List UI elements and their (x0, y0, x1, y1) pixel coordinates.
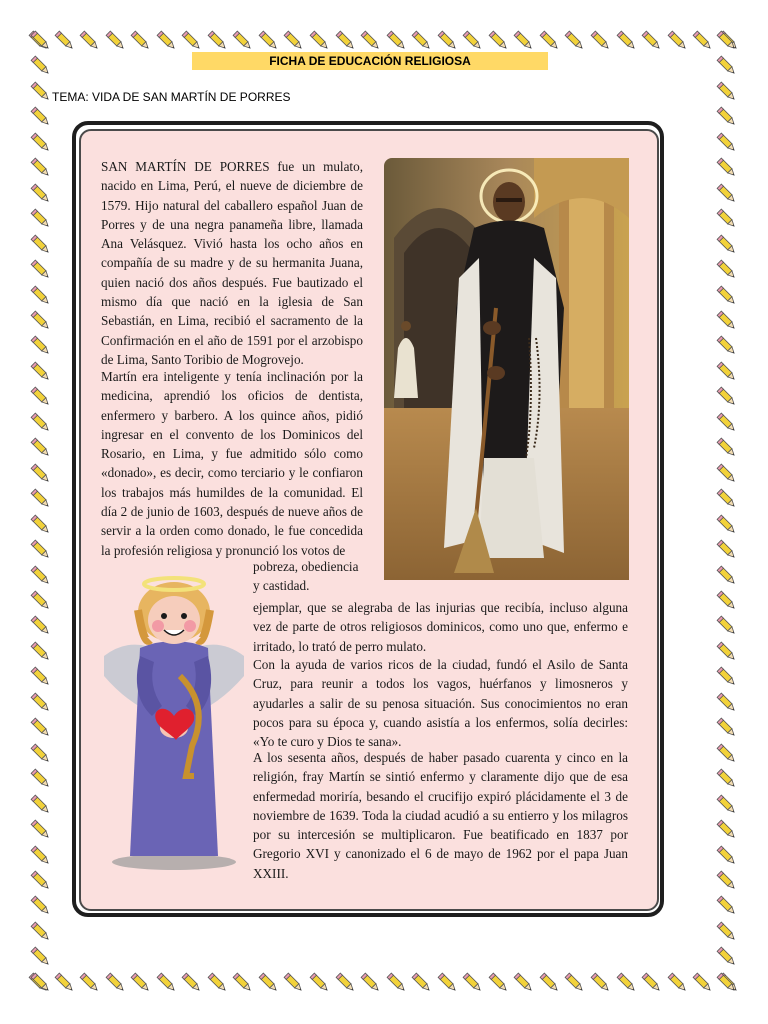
pencil-icon (716, 55, 738, 77)
pencil-icon (30, 412, 52, 434)
pencil-icon (716, 437, 738, 459)
pencil-icon (716, 768, 738, 790)
pencil-icon (411, 30, 433, 52)
pencil-icon (539, 972, 561, 994)
pencil-icon (156, 30, 178, 52)
pencil-icon (156, 972, 178, 994)
pencil-icon (30, 743, 52, 765)
pencil-icon (30, 615, 52, 637)
pencil-icon (309, 972, 331, 994)
pencil-icon (716, 335, 738, 357)
pencil-icon (283, 972, 305, 994)
pencil-icon (30, 30, 52, 52)
pencil-icon (716, 845, 738, 867)
pencil-icon (30, 921, 52, 943)
pencil-icon (716, 488, 738, 510)
pencil-icon (30, 895, 52, 917)
pencil-icon (590, 972, 612, 994)
pencil-border-bottom (28, 972, 740, 994)
saint-painting-image (384, 158, 629, 580)
pencil-icon (716, 743, 738, 765)
pencil-icon (207, 972, 229, 994)
pencil-icon (30, 488, 52, 510)
pencil-icon (716, 285, 738, 307)
pencil-icon (716, 921, 738, 943)
pencil-icon (716, 666, 738, 688)
pencil-icon (30, 463, 52, 485)
pencil-icon (716, 81, 738, 103)
pencil-icon (335, 30, 357, 52)
paragraph-humility: ejemplar, que se alegraba de las injurias que recibía, incluso alguna vez de parte de otros religiosos dominicos, como uno que, enfermo e irritado, lo trató de perro mulato. (253, 600, 628, 654)
pencil-icon (667, 972, 689, 994)
pencil-icon (716, 132, 738, 154)
pencil-icon (30, 310, 52, 332)
pencil-icon (30, 717, 52, 739)
pencil-icon (564, 30, 586, 52)
pencil-icon (716, 208, 738, 230)
pencil-icon (716, 514, 738, 536)
pencil-icon (258, 30, 280, 52)
pencil-icon (667, 30, 689, 52)
paragraph-vocation: Martín era inteligente y tenía inclinación por la medicina, aprendió los oficios de dentista, enfermero y barbero. A los quince años, pidió ingresar en el convento de los Dominicos del Rosario, en Lima, y fue admitido sólo como «donado», es decir, como terciario y le confiaron los trabajos más humildes de la comunidad. El día 2 de junio de 1603, después de nueve años de servir a la orden como donado, le fue concedida la profesión religiosa y pronunció los votos de (101, 369, 363, 558)
pencil-icon (30, 870, 52, 892)
pencil-icon (130, 972, 152, 994)
pencil-icon (360, 30, 382, 52)
pencil-icon (716, 412, 738, 434)
worksheet-topic: TEMA: VIDA DE SAN MARTÍN DE PORRES (52, 90, 291, 104)
pencil-icon (30, 819, 52, 841)
worksheet-title: FICHA DE EDUCACIÓN RELIGIOSA (192, 52, 548, 70)
pencil-icon (716, 157, 738, 179)
pencil-icon (30, 972, 52, 994)
pencil-icon (258, 972, 280, 994)
pencil-icon (30, 641, 52, 663)
pencil-icon (488, 972, 510, 994)
pencil-icon (462, 972, 484, 994)
paragraph-death: A los sesenta años, después de haber pasado cuarenta y cinco en la religión, fray Martín se sintió enfermo y claramente dijo que de esa enfermedad moriría, besando el crucifijo expiró plácidamente el 3 de noviembre de 1639. Toda la ciudad acudió a su entierro y los milagros por su intercesión se multiplicaron. Fue beatificado en 1837 por Gregorio XVI y canonizado el 6 de mayo de 1962 por el papa Juan XXIII. (253, 750, 628, 881)
pencil-icon (716, 361, 738, 383)
pencil-icon (716, 259, 738, 281)
pencil-icon (54, 972, 76, 994)
pencil-icon (716, 463, 738, 485)
pencil-icon (105, 30, 127, 52)
pencil-icon (716, 717, 738, 739)
pencil-icon (30, 845, 52, 867)
pencil-icon (30, 285, 52, 307)
pencil-icon (30, 946, 52, 968)
pencil-icon (30, 794, 52, 816)
pencil-icon (716, 641, 738, 663)
pencil-icon (207, 30, 229, 52)
pencil-icon (716, 386, 738, 408)
paragraph-birth: SAN MARTÍN DE PORRES fue un mulato, nacido en Lima, Perú, el nueve de diciembre de 1579. Hijo natural del caballero español Juan de Porres y de una negra panameña libre, llamada Ana Velásquez. Vivió hasta los ocho años en compañía de su madre y de su hermanita Juana, quien nació dos años después. Fue bautizado el mismo día que nació en la iglesia de San Sebastián, en Lima, recibió el sacramento de la Confirmación en el año de 1591 por el arzobispo de Lima, Santo Toribio de Mogrovejo. (101, 159, 363, 367)
pencil-icon (716, 539, 738, 561)
pencil-icon (386, 30, 408, 52)
pencil-icon (30, 539, 52, 561)
pencil-icon (30, 386, 52, 408)
pencil-icon (30, 590, 52, 612)
pencil-icon (716, 794, 738, 816)
pencil-icon (130, 30, 152, 52)
pencil-icon (513, 30, 535, 52)
pencil-icon (30, 81, 52, 103)
pencil-icon (488, 30, 510, 52)
pencil-icon (54, 30, 76, 52)
pencil-icon (716, 310, 738, 332)
pencil-icon (692, 30, 714, 52)
pencil-icon (30, 768, 52, 790)
pencil-icon (283, 30, 305, 52)
pencil-icon (30, 666, 52, 688)
pencil-icon (30, 157, 52, 179)
pencil-icon (79, 30, 101, 52)
pencil-icon (716, 870, 738, 892)
pencil-icon (309, 30, 331, 52)
pencil-icon (616, 30, 638, 52)
pencil-icon (30, 259, 52, 281)
pencil-icon (30, 106, 52, 128)
pencil-icon (716, 30, 738, 52)
paragraph-vows: pobreza, obediencia y castidad. (253, 559, 359, 594)
angel-illustration (100, 576, 248, 872)
pencil-icon (360, 972, 382, 994)
pencil-icon (716, 615, 738, 637)
pencil-icon (641, 972, 663, 994)
pencil-icon (181, 30, 203, 52)
pencil-icon (79, 972, 101, 994)
pencil-icon (411, 972, 433, 994)
pencil-icon (30, 335, 52, 357)
pencil-icon (716, 946, 738, 968)
pencil-border-right (716, 30, 738, 994)
pencil-icon (716, 183, 738, 205)
pencil-icon (30, 514, 52, 536)
pencil-border-left (30, 30, 52, 994)
pencil-icon (513, 972, 535, 994)
pencil-icon (30, 234, 52, 256)
pencil-icon (716, 895, 738, 917)
pencil-icon (105, 972, 127, 994)
pencil-icon (716, 590, 738, 612)
pencil-icon (692, 972, 714, 994)
pencil-icon (716, 234, 738, 256)
pencil-icon (641, 30, 663, 52)
pencil-icon (539, 30, 561, 52)
pencil-icon (716, 972, 738, 994)
pencil-icon (181, 972, 203, 994)
pencil-icon (30, 183, 52, 205)
pencil-icon (616, 972, 638, 994)
pencil-icon (30, 437, 52, 459)
pencil-icon (386, 972, 408, 994)
pencil-icon (335, 972, 357, 994)
pencil-border-top (28, 30, 740, 52)
pencil-icon (437, 30, 459, 52)
pencil-icon (30, 208, 52, 230)
pencil-icon (30, 55, 52, 77)
pencil-icon (716, 106, 738, 128)
pencil-icon (232, 972, 254, 994)
pencil-icon (564, 972, 586, 994)
pencil-icon (30, 565, 52, 587)
pencil-icon (437, 972, 459, 994)
pencil-icon (30, 132, 52, 154)
pencil-icon (30, 692, 52, 714)
pencil-icon (716, 565, 738, 587)
pencil-icon (716, 819, 738, 841)
pencil-icon (716, 692, 738, 714)
pencil-icon (232, 30, 254, 52)
pencil-icon (590, 30, 612, 52)
paragraph-asylum: Con la ayuda de varios ricos de la ciudad, fundó el Asilo de Santa Cruz, para reunir a todos los vagos, huérfanos y limosneros y ayudarles a salir de su penosa situación. Sus conocimientos no eran pocos para su época y, cuando asistía a los enfermos, solía decirles: «Yo te curo y Dios te sana». (253, 657, 628, 750)
pencil-icon (30, 361, 52, 383)
pencil-icon (462, 30, 484, 52)
